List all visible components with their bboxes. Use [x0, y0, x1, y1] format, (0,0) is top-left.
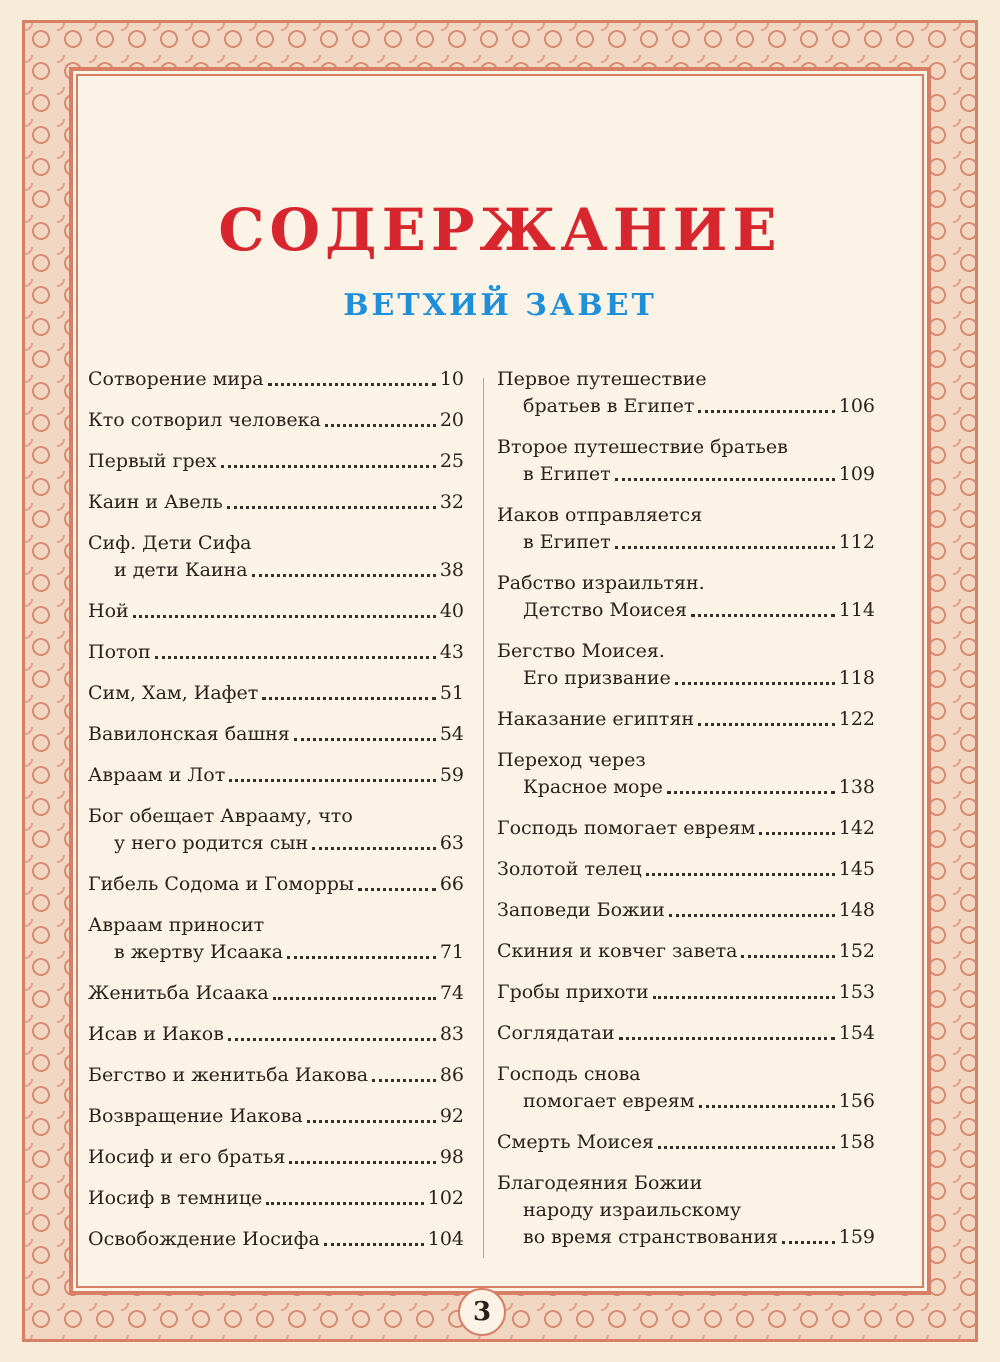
toc-entry-title: в жертву Исаака: [114, 941, 284, 963]
toc-entry[interactable]: [88, 530, 464, 584]
toc-entry-page: 74: [439, 982, 464, 1004]
dot-leader: [268, 383, 436, 386]
toc-column-left: [88, 366, 464, 1267]
column-divider: [483, 378, 484, 1258]
toc-entry-title: Наказание египтян: [497, 708, 695, 730]
toc-entry-title-line: Иаков отправляется: [497, 504, 703, 526]
toc-entry-title-line: Переход через: [497, 749, 646, 771]
toc-entry[interactable]: [88, 1021, 464, 1048]
toc-entry-title: Исав и Иаков: [88, 1023, 224, 1045]
toc-entry[interactable]: [497, 747, 875, 801]
toc-entry[interactable]: [88, 366, 464, 393]
toc-entry-page: 71: [439, 941, 464, 963]
dot-leader: [698, 410, 834, 413]
toc-entry-page: 152: [838, 940, 875, 962]
dot-leader: [266, 1202, 423, 1205]
dot-leader: [252, 574, 436, 577]
toc-entry[interactable]: [497, 570, 875, 624]
page-title: СОДЕРЖАНИЕ: [218, 196, 782, 264]
toc-entry-title: и дети Каина: [114, 559, 248, 581]
dot-leader: [675, 682, 835, 685]
toc-entry-page: 109: [838, 463, 875, 485]
toc-entry[interactable]: [497, 1129, 875, 1156]
toc-entry-page: 40: [439, 600, 464, 622]
toc-entry-title-line: народу израильскому: [523, 1199, 742, 1221]
dot-leader: [273, 997, 436, 1000]
toc-entry-page: 122: [838, 708, 875, 730]
toc-entry-page: 20: [439, 409, 464, 431]
toc-entry[interactable]: [497, 502, 875, 556]
dot-leader: [221, 465, 436, 468]
toc-entry[interactable]: [88, 1062, 464, 1089]
toc-entry-title: Детство Моисея: [523, 599, 687, 621]
toc-entry-title: у него родится сын: [114, 832, 309, 854]
toc-entry-title: Авраам и Лот: [88, 764, 226, 786]
toc-entry-title: Скиния и ковчег завета: [497, 940, 738, 962]
toc-entry-title: Вавилонская башня: [88, 723, 290, 745]
toc-entry-page: 83: [439, 1023, 464, 1045]
dot-leader: [287, 956, 436, 959]
dot-leader: [325, 424, 436, 427]
toc-entry-page: 38: [439, 559, 464, 581]
section-title: ВЕТХИЙ ЗАВЕТ: [343, 288, 657, 323]
dot-leader: [699, 1105, 835, 1108]
toc-entry-page: 156: [838, 1090, 875, 1112]
toc-entry-page: 59: [439, 764, 464, 786]
toc-entry-page: 158: [838, 1131, 875, 1153]
toc-entry-title: Иосиф в темнице: [88, 1187, 263, 1209]
dot-leader: [615, 546, 835, 549]
toc-entry[interactable]: [497, 366, 875, 420]
toc-entry-title: Иосиф и его братья: [88, 1146, 286, 1168]
page-number: 3: [458, 1288, 506, 1336]
dot-leader: [658, 1146, 835, 1149]
toc-entry[interactable]: [497, 434, 875, 488]
dot-leader: [307, 1120, 436, 1123]
toc-entry[interactable]: [88, 721, 464, 748]
toc-entry-page: 148: [838, 899, 875, 921]
toc-entry-title: Сим, Хам, Иафет: [88, 682, 259, 704]
dot-leader: [262, 697, 436, 700]
toc-entry-title-line: Благодеяния Божии: [497, 1172, 703, 1194]
toc-entry-title: во время странствования: [523, 1226, 779, 1248]
toc-entry-title: Кто сотворил человека: [88, 409, 321, 431]
toc-entry-page: 104: [427, 1228, 464, 1250]
toc-entry-title-line: Рабство израильтян.: [497, 572, 705, 594]
toc-entry-title: Женитьба Исаака: [88, 982, 269, 1004]
dot-leader: [653, 996, 835, 999]
toc-entry-title-line: Господь снова: [497, 1063, 641, 1085]
toc-entry-title: помогает евреям: [523, 1090, 695, 1112]
toc-entry-page: 159: [838, 1226, 875, 1248]
toc-entry-page: 153: [838, 981, 875, 1003]
toc-entry-page: 118: [838, 667, 875, 689]
toc-entry[interactable]: [88, 1185, 464, 1212]
dot-leader: [294, 738, 436, 741]
toc-entry-title-line: Бегство Моисея.: [497, 640, 665, 662]
toc-entry-page: 112: [838, 531, 875, 553]
dot-leader: [619, 1037, 835, 1040]
toc-entry-title: Гибель Содома и Гоморры: [88, 873, 355, 895]
toc-entry-title: Возвращение Иакова: [88, 1105, 303, 1127]
toc-entry-title: в Египет: [523, 531, 611, 553]
toc-entry[interactable]: [88, 871, 464, 898]
toc-entry-title: Соглядатаи: [497, 1022, 615, 1044]
toc-entry-page: 138: [838, 776, 875, 798]
toc-entry-title: Освобождение Иосифа: [88, 1228, 320, 1250]
toc-entry[interactable]: [88, 912, 464, 966]
toc-entry-page: 154: [838, 1022, 875, 1044]
toc-entry-page: 63: [439, 832, 464, 854]
dot-leader: [646, 873, 835, 876]
dot-leader: [227, 506, 436, 509]
toc-entry[interactable]: [497, 979, 875, 1006]
dot-leader: [698, 723, 835, 726]
toc-entry-page: 66: [439, 873, 464, 895]
dot-leader: [155, 656, 436, 659]
toc-entry-title: Первый грех: [88, 450, 217, 472]
toc-entry-title: Потоп: [88, 641, 151, 663]
toc-entry[interactable]: [88, 407, 464, 434]
toc-entry[interactable]: [497, 638, 875, 692]
toc-entry-page: 114: [838, 599, 875, 621]
toc-entry[interactable]: [88, 1144, 464, 1171]
toc-entry[interactable]: [88, 680, 464, 707]
toc-entry-page: 98: [439, 1146, 464, 1168]
dot-leader: [741, 955, 834, 958]
toc-entry[interactable]: [88, 1103, 464, 1130]
dot-leader: [229, 779, 436, 782]
toc-entry-title: Гробы прихоти: [497, 981, 649, 1003]
toc-entry[interactable]: [497, 938, 875, 965]
dot-leader: [324, 1243, 424, 1246]
dot-leader: [667, 791, 835, 794]
toc-entry-title-line: Бог обещает Аврааму, что: [88, 805, 353, 827]
toc-entry-title: Его призвание: [523, 667, 671, 689]
toc-entry[interactable]: [497, 706, 875, 733]
toc-entry[interactable]: [497, 1170, 875, 1251]
toc-entry-title: Ной: [88, 600, 129, 622]
dot-leader: [312, 847, 436, 850]
toc-entry-page: 102: [427, 1187, 464, 1209]
toc-entry[interactable]: [88, 598, 464, 625]
dot-leader: [358, 888, 436, 891]
toc-entry-page: 32: [439, 491, 464, 513]
toc-entry-page: 43: [439, 641, 464, 663]
dot-leader: [289, 1161, 435, 1164]
dot-leader: [615, 478, 835, 481]
toc-entry-title: Смерть Моисея: [497, 1131, 655, 1153]
toc-entry-title: Господь помогает евреям: [497, 817, 756, 839]
toc-entry-title-line: Авраам приносит: [88, 914, 265, 936]
toc-entry[interactable]: [497, 1061, 875, 1115]
toc-entry[interactable]: [88, 639, 464, 666]
toc-entry-title: братьев в Египет: [523, 395, 695, 417]
dot-leader: [691, 614, 835, 617]
toc-column-right: [497, 366, 875, 1265]
toc-entry-title: Сотворение мира: [88, 368, 264, 390]
toc-entry[interactable]: [88, 803, 464, 857]
toc-entry[interactable]: [497, 897, 875, 924]
toc-entry-page: 51: [439, 682, 464, 704]
dot-leader: [759, 832, 834, 835]
dot-leader: [782, 1241, 835, 1244]
toc-entry-page: 142: [838, 817, 875, 839]
toc-entry-page: 106: [838, 395, 875, 417]
toc-entry-page: 92: [439, 1105, 464, 1127]
toc-entry-title: Бегство и женитьба Иакова: [88, 1064, 369, 1086]
toc-entry[interactable]: [497, 856, 875, 883]
toc-entry-page: 86: [439, 1064, 464, 1086]
dot-leader: [669, 914, 835, 917]
toc-entry-title: в Египет: [523, 463, 611, 485]
toc-entry-page: 145: [838, 858, 875, 880]
toc-entry[interactable]: [497, 815, 875, 842]
toc-entry[interactable]: [88, 980, 464, 1007]
toc-entry[interactable]: [88, 1226, 464, 1253]
toc-entry-title-line: Сиф. Дети Сифа: [88, 532, 252, 554]
toc-entry-page: 10: [439, 368, 464, 390]
toc-entry[interactable]: [88, 489, 464, 516]
toc-entry-title: Красное море: [523, 776, 663, 798]
dot-leader: [372, 1079, 436, 1082]
toc-entry-title: Золотой телец: [497, 858, 642, 880]
dot-leader: [133, 615, 436, 618]
toc-entry-title: Каин и Авель: [88, 491, 223, 513]
toc-entry-title: Заповеди Божии: [497, 899, 665, 921]
dot-leader: [228, 1038, 436, 1041]
toc-entry-title-line: Первое путешествие: [497, 368, 707, 390]
toc-entry[interactable]: [88, 448, 464, 475]
toc-entry[interactable]: [497, 1020, 875, 1047]
toc-entry-page: 25: [439, 450, 464, 472]
toc-entry[interactable]: [88, 762, 464, 789]
toc-entry-page: 54: [439, 723, 464, 745]
toc-entry-title-line: Второе путешествие братьев: [497, 436, 788, 458]
